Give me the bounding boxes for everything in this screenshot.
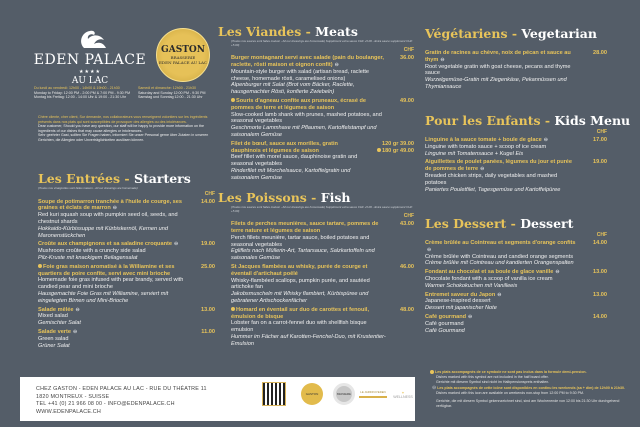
- menu-item: [38, 329, 215, 349]
- dish-price: [593, 50, 607, 57]
- dish-desc-en: Lobster fan on a carrot-fennel duo with shellfish bisque emulsion: [231, 320, 367, 334]
- section-note: (Toutes nos vinaigrettes sont faites maison - All our dressings are homemade): [38, 186, 138, 190]
- dish-price: [400, 98, 414, 105]
- price-value: 17.00: [593, 137, 607, 143]
- dish-price: [593, 137, 607, 144]
- dish-name-text: Aiguillettes de poulet panées, légumes du jour et purée de pommes de terre: [425, 159, 573, 173]
- title-fr: Les Viandes -: [218, 24, 316, 39]
- section-kids: [425, 113, 631, 193]
- city-line: 1820 MONTREUX - SUISSE: [36, 393, 110, 400]
- price-value: 14.00: [593, 240, 607, 246]
- dish-name-fr: [231, 141, 368, 155]
- badge-title: GASTON: [161, 45, 205, 55]
- menu-item: [218, 55, 414, 96]
- section-meats: [218, 24, 414, 182]
- dish-desc-de: Hummer im Fächer auf Karotten-Fenchel-Duo, mit Krustentier-Emulsion: [231, 333, 386, 347]
- menu-item: [425, 50, 607, 91]
- allergy-notice: [38, 115, 218, 143]
- title-fr: Les Dessert -: [425, 216, 521, 231]
- price-value: 180 gr 49.00: [381, 147, 414, 154]
- menu-item: [213, 98, 414, 139]
- symbol-legend: [430, 370, 630, 409]
- dish-name-text: Salade verte: [38, 328, 71, 335]
- website-link[interactable]: WWW.EDENPALACE.CH: [36, 408, 101, 415]
- dish-name-text: Foie gras maison aromatisé à la Williamine et ses quartiers de poire confite, servi avec mini brioche: [38, 263, 175, 277]
- dish-desc-de: Linguine mit Tomatensauce + Kugel Eis: [425, 150, 524, 157]
- dish-price: [400, 221, 414, 228]
- menu-item: [425, 159, 607, 193]
- menu-item: [425, 240, 607, 267]
- section-title: [218, 24, 414, 40]
- price-value: 43.00: [400, 221, 414, 228]
- dish-name-text: St Jacques flambées au whisky, purée de courge et éventail d'artichaut poêlé: [231, 263, 368, 277]
- dish-desc-de: Dessert mit japanischer Note: [425, 305, 497, 312]
- price-value: 13.00: [593, 291, 607, 298]
- dish-desc-de: Wurzelgemüse-Gratin mit Ziegenkäse, Pekannüssen und Thymiansauce: [425, 77, 567, 90]
- section-starters: [38, 171, 215, 349]
- dish-price: [201, 241, 215, 248]
- notice-de: Sehr geehrter Gast, sollten Sie Fragen haben, informiert Sie unser Personal gerne über Zutaten in unseren Gerichten, die Allergien oder Unverträglichkeiten auslösen können.: [38, 133, 209, 142]
- price-value: 19.00: [201, 241, 215, 248]
- dish-desc-de: Geschmorte Lammhaxe mit Pflaumen, Kartoffelstampf und saisonalem Gemüse: [231, 125, 377, 138]
- address-line: CHEZ GASTON - EDEN PALACE AU LAC - RUE DU THÉATRE 11: [36, 386, 207, 392]
- title-fr: Les Poissons -: [218, 190, 321, 205]
- badge-ring-text: EDEN PALACE AU LAC: [159, 60, 207, 65]
- weekend-nonstop-icon: ⊖: [334, 61, 339, 68]
- dish-name-text: Burger montagnard servi avec salade (pain du boulanger, raclette, rösti maison et oignon confit): [231, 55, 384, 68]
- menu-item: [38, 241, 215, 261]
- legend-hb-fr: Les plats accompagnés de cette icône sont disponibles en continu les weekends (sa + dim) de 12h00 à 21h30.: [437, 386, 626, 391]
- section-vegetarian: [425, 26, 607, 91]
- dish-name-fr: [231, 221, 386, 235]
- price-value: 28.00: [593, 50, 607, 56]
- dish-desc-de: Paniertes Pouletfilet, Tagesgemüse und Kartoffelpüree: [425, 186, 561, 193]
- title-en: Meats: [315, 24, 358, 39]
- dish-desc-de: Grüner Salat: [38, 342, 70, 349]
- currency-label: CHF: [403, 213, 414, 220]
- dish-desc-de: Egliflets nach Müllerin-Art, Tartarsauce, Salzkartoffeln und saisonales Gemüse: [231, 248, 375, 262]
- dish-name-fr: [231, 307, 386, 321]
- dish-name-fr: [425, 292, 579, 299]
- address-block: [36, 386, 207, 416]
- half-board-dot-icon: [231, 98, 235, 102]
- price-value: 14.00: [201, 198, 215, 205]
- brand-name: EDEN PALACE: [33, 52, 147, 68]
- dish-desc-en: Mushroom croûte with a crunchy side salad: [38, 248, 146, 255]
- half-board-dot-icon: [377, 148, 381, 152]
- partner-logos: [238, 382, 413, 412]
- swan-icon: [70, 28, 110, 50]
- price-value: 46.00: [400, 263, 414, 270]
- weekend-hours: [138, 86, 214, 100]
- menu-item: [425, 314, 607, 334]
- dish-name-fr: [425, 314, 579, 321]
- legend-hb-de: Gerichte, die mit diesem Symbol gekennzeichnet sind, sind am Wochenende von 12:00 bis 21:30 Uhr durchgehend verfügbar.: [436, 398, 620, 408]
- price-value-2: [377, 148, 414, 155]
- dish-desc-en: Crème brûlée with Cointreau and candied orange segments: [425, 253, 574, 260]
- title-fr: Végétariens -: [425, 26, 522, 41]
- legend-dot-en: Dishes marked with this symbol are not included in the half board offer.: [436, 374, 549, 379]
- section-title: [425, 216, 607, 232]
- logo-text: GASTON: [305, 392, 319, 396]
- weekend-nonstop-icon: ⊖: [543, 137, 548, 143]
- dish-name-text: Entremet saveur du Japon: [425, 291, 496, 298]
- logo-text: WELLNESS: [393, 395, 413, 399]
- dish-price: [593, 240, 607, 247]
- title-fr: Les Entrées -: [38, 171, 134, 186]
- hours-de: Montag bis Freitag: 12:00 - 14:00 Uhr & 19:00 - 21:30 Uhr: [34, 95, 127, 100]
- hours-en: Monday to Friday: 12:00 PM - 2:00 PM & 7:00 PM - 9:30 PM: [34, 90, 131, 95]
- dish-name-fr: [231, 264, 386, 278]
- dish-price: [201, 264, 215, 271]
- weekend-nonstop-icon: ⊖: [72, 328, 78, 335]
- price-value: 13.00: [593, 269, 607, 276]
- dish-price: [400, 264, 414, 271]
- dish-name-fr: [425, 240, 579, 254]
- price-value: 14.00: [593, 313, 607, 320]
- dish-price: [593, 292, 607, 299]
- hours-de: Samstag und Sonntag 12:00 - 21:30 Uhr: [138, 95, 203, 100]
- dish-desc-en: Café gourmand: [425, 320, 464, 327]
- menu-item: [213, 307, 414, 348]
- dish-name-fr: [38, 329, 187, 336]
- section-dessert: [425, 216, 607, 334]
- dish-price: [201, 199, 215, 206]
- section-title: [218, 190, 414, 206]
- dish-desc-en: Slow-cooked lamb shank with prunes, mashed potatoes, and seasonal vegetables: [231, 111, 382, 125]
- title-en: Dessert: [520, 216, 574, 231]
- dish-name-fr: [231, 55, 386, 69]
- dish-name-fr: [38, 241, 187, 248]
- eden-palace-logo: [30, 28, 150, 86]
- hours-en: Saturday and Sunday 12:00 PM - 9:30 PM: [138, 90, 206, 95]
- section-note: (Toutes nos sauces sont faites maison - All our dressings are homemade) Supplément extra sauce CHF +5.00 - Extra sauce supplement CHF +5.00): [231, 205, 413, 213]
- dish-desc-de: Crème brûlée mit Cointreau und kandierten Orangenspalten: [425, 260, 574, 267]
- dish-price: [593, 159, 607, 166]
- dish-desc-de: Gemischter Salat: [38, 320, 81, 327]
- contact-line[interactable]: TEL +41 (0) 21 966 08 00 - INFO@EDENPALACE.CH: [36, 401, 175, 408]
- dish-name-fr: [38, 307, 187, 314]
- dish-name-text: Gratin de racines au chèvre, noix de pécan et sauce au thym: [425, 50, 571, 63]
- weekend-nonstop-icon: ⊖: [112, 205, 117, 212]
- dish-price: [400, 307, 414, 314]
- legend-dot-de: Gerichte mit diesem Symbol sind nicht im Halbpensionspreis enthalten.: [436, 379, 550, 384]
- dish-price: [377, 141, 414, 155]
- dish-name-text: Crème brûlée au Cointreau et segments d'orange confits: [425, 240, 576, 246]
- dish-name-fr: [425, 269, 579, 276]
- dish-name-text: Filets de perches meunières, sauce tartare, pommes de terre nature et légumes de saison: [231, 221, 379, 234]
- title-en: Vegetarian: [521, 26, 597, 41]
- dish-desc-de: Café Gourmand: [425, 327, 465, 334]
- weekend-nonstop-icon: ⊖: [480, 166, 485, 173]
- dish-name-fr: [425, 159, 579, 173]
- price-value: 36.00: [400, 55, 414, 62]
- wellness-logo: ✦ WELLNESS: [393, 391, 413, 399]
- dish-name-fr: [231, 98, 386, 112]
- half-board-dot-icon: [38, 264, 42, 268]
- dish-desc-en: Chocolate fondant with a scoop of vanilla ice cream: [425, 275, 553, 282]
- dish-desc-en: Breaded chicken strips, daily vegetables and mashed potatoes: [425, 172, 558, 186]
- footer-contact: [20, 377, 415, 421]
- half-board-dot-icon: [231, 307, 235, 311]
- weekend-nonstop-icon: ⊖: [432, 385, 437, 392]
- dish-desc-en: Red kuri squash soup with pumpkin seed oil, seeds, and chestnut shards: [38, 212, 178, 225]
- hours-fr: Samedi et dimanche: 12h00 - 21h30: [138, 86, 196, 90]
- dish-desc-de: Rinderfilet mit Morchelsauce, Kartoffelgratin und saisonalem Gemüse: [231, 167, 351, 181]
- weekend-nonstop-icon: ⊖: [440, 56, 445, 63]
- qr-code[interactable]: [262, 382, 286, 406]
- legend-dot-fr: Les plats accompagnés de ce symbole ne sont pas inclus dans la formule demi-pension.: [435, 370, 587, 374]
- dish-name-text: Croûte aux champignons et sa saladine croquante: [38, 241, 172, 248]
- jardin-eden-logo: [359, 390, 387, 398]
- hours-fr: Du lundi au vendredi: 12h00 - 14h00 & 19h00 - 21h30: [34, 86, 120, 90]
- notice-en: Dear customer, Should you have any question, our staff will be happy to provide more information on the ingredients of our dishes that may cause allergies or intolerances.: [38, 124, 204, 133]
- dish-price: [593, 314, 607, 321]
- title-en: Starters: [133, 171, 191, 186]
- price-value: 48.00: [400, 306, 414, 313]
- section-note: (Toutes nos sauces sont faites maison - All our dressings are homemade) Supplément extra sauce CHF +5.00 - Extra sauce supplement CHF +5.00): [231, 39, 413, 47]
- currency-label: CHF: [596, 129, 607, 135]
- half-board-dot-icon: [430, 370, 434, 374]
- dish-desc-en: Green salad: [38, 335, 69, 342]
- weekend-nonstop-icon: ⊖: [497, 291, 502, 298]
- legend-hb-en: Dishes marked with this icon are available on weekends non-stop from 12:00 PM to 9:30 PM.: [436, 391, 585, 396]
- dish-name-fr: [38, 199, 187, 213]
- currency-label: CHF: [204, 190, 215, 197]
- dish-desc-de: Warmer Schokokuchen mit Vanilleeis: [425, 282, 518, 289]
- menu-item: [218, 141, 414, 182]
- dish-name-text: Filet de bœuf, sauce aux morilles, gratin dauphinois et légumes de saison: [231, 140, 338, 154]
- dish-desc-de: Hokkaido-Kürbissuppe mit Kürbiskernöl, Kernen und Maronenstückchen: [38, 225, 168, 239]
- dish-desc-de: Jakobsmuscheln mit Whisky flambiert, Kürbispüree und gebratener Artischockenfächer: [231, 291, 369, 304]
- price-value: 120 gr 39.00: [381, 140, 414, 147]
- dish-desc-en: Perch fillets meunière, tartar sauce, boiled potatoes and seasonal vegetables: [231, 234, 370, 248]
- dish-desc-en: Mountain-style burger with salad (artisan bread, raclette cheese, homemade rösti, caramelised onions): [231, 68, 370, 82]
- menu-item: [33, 264, 215, 305]
- price-value: 19.00: [593, 159, 607, 166]
- section-title: [425, 113, 631, 129]
- price-value: 13.00: [201, 306, 215, 313]
- dish-desc-en: Homemade foie gras infused with pear brandy, served with candied pear and mini brioche: [38, 277, 184, 291]
- menu-item: [38, 199, 215, 240]
- menu-item: [425, 292, 607, 312]
- notice-fr: Chère cliente, cher client, Sur demande, nos collaborateurs vous renseignent volontiers sur les ingrédients présents dans nos plats qui sont susceptibles de provoquer des allergies ou des intolérances.: [38, 115, 208, 124]
- weekend-nonstop-icon: ⊖: [173, 241, 179, 248]
- dish-desc-en: Root vegetable gratin with goat cheese, pecans and thyme sauce: [425, 63, 571, 77]
- menu-item: [38, 307, 215, 327]
- dish-name-text: Salade mêlée: [38, 306, 74, 313]
- logo-text: BRASSERIE: [337, 393, 351, 396]
- gaston-badge: [156, 28, 210, 82]
- section-title: [425, 26, 607, 42]
- section-title: [38, 171, 215, 187]
- brand-stars: ★★★★: [79, 69, 101, 75]
- dish-name-text: Café gourmand: [425, 313, 467, 320]
- dish-name-text: Fondant au chocolat et sa boule de glace vanille: [425, 269, 554, 276]
- menu-item: [218, 264, 414, 305]
- dish-name-text: Souris d'agneau confite aux pruneaux, écrasé de pommes de terre et légumes de saison: [231, 97, 367, 111]
- weekend-nonstop-icon: ⊖: [427, 246, 432, 253]
- dish-price: [400, 55, 414, 62]
- price-value: 11.00: [201, 328, 215, 335]
- dish-name-text: Homard en éventail sur duo de carottes et fenouil, émulsion de bisque: [231, 306, 370, 320]
- dish-desc-en: Linguine with tomato sauce + scoop of ice cream: [425, 143, 547, 150]
- dish-name-text: Linguine à la sauce tomate + boule de glace: [425, 137, 542, 143]
- gaston-logo: [301, 383, 323, 405]
- dish-name-fr: [425, 137, 579, 144]
- currency-label: CHF: [403, 47, 414, 54]
- dish-name-fr: [425, 50, 579, 64]
- brand-subtitle: AU LAC: [71, 76, 109, 86]
- currency-label: CHF: [596, 232, 607, 238]
- logo-text: LE JARDIN D'EDEN: [360, 390, 386, 394]
- brasserie-logo: [333, 383, 355, 405]
- price-value: 25.00: [201, 263, 215, 270]
- menu-item: [425, 269, 607, 289]
- title-en: Kids Menu: [554, 113, 631, 128]
- dish-price: [593, 269, 607, 276]
- dish-desc-en: Whisky-flambéed scallops, pumpkin purée, and sautéed artichoke fan: [231, 277, 370, 291]
- title-en: Fish: [320, 190, 351, 205]
- dish-desc-de: Pilz-Kruste mit knackigem Beilagensalat: [38, 254, 138, 261]
- dish-desc-de: Hausgemachte Foie Gras mit Williamine, serviert mit eingelegten Birnen und Mini-Brioche: [38, 290, 169, 304]
- badge-subtitle: BRASSERIE: [170, 55, 196, 60]
- price-value: 49.00: [400, 97, 414, 104]
- dish-name-text: Soupe de potimarron tranchée à l'huile de courge, ses graines et éclats de marron: [38, 198, 183, 212]
- section-fish: [218, 190, 414, 348]
- weekend-nonstop-icon: ⊖: [468, 313, 473, 320]
- dish-name-fr: [38, 264, 187, 278]
- weekend-nonstop-icon: ⊖: [75, 306, 80, 313]
- dish-desc-en: Japanese-inspired dessert: [425, 298, 491, 305]
- weekend-nonstop-icon: ⊖: [555, 269, 560, 276]
- menu-item: [218, 221, 414, 262]
- menu-item: [425, 137, 607, 157]
- dish-desc-en: Mixed salad: [38, 313, 68, 320]
- dish-desc-de: Alpenburger mit Salat (Brot vom Bäcker, Raclette, hausgemachter Rösti, konfierte Zwiebeln): [231, 82, 355, 96]
- weekday-hours: [34, 86, 132, 100]
- title-fr: Pour les Enfants -: [425, 113, 555, 128]
- dish-desc-en: Beef fillet with morel sauce, dauphinoise gratin and seasonal vegetables: [231, 154, 358, 168]
